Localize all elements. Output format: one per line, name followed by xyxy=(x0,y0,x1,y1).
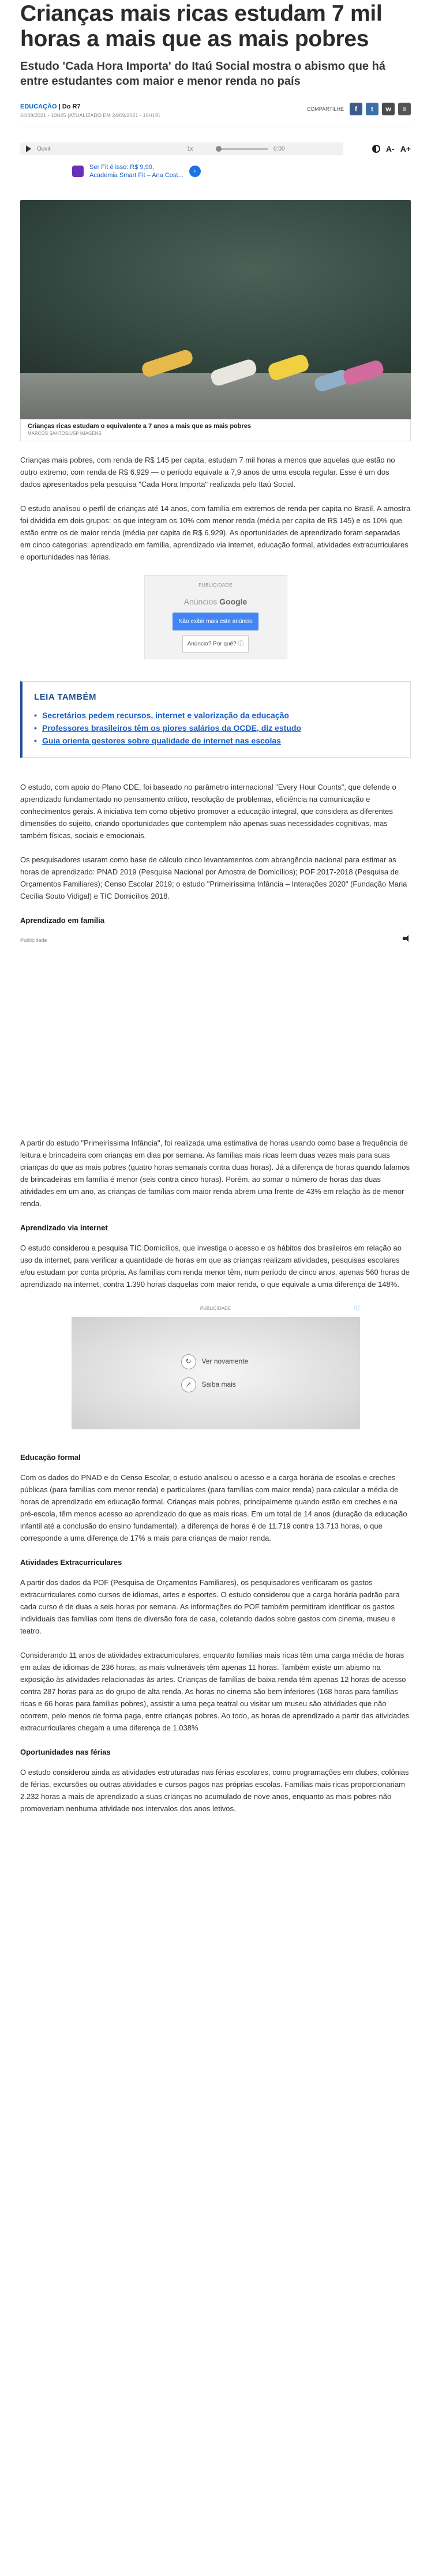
audio-knob[interactable] xyxy=(216,146,222,152)
section-heading: Educação formal xyxy=(20,1453,81,1462)
publish-dates: 24/09/2021 - 10H25 (ATUALIZADO EM 24/09/2021 - 10H19) xyxy=(20,112,160,118)
top-ad[interactable] xyxy=(72,163,239,179)
replay-label[interactable]: Ver novamente xyxy=(201,1357,249,1365)
paragraph: O estudo, com apoio do Plano CDE, foi baseado no parâmetro internacional "Every Hour Counts", que defende o aprendizado fundamentado no pensamento crítico, resolução de problemas, eficiência na comunicação e conhecimentos gerais. A iniciativa tem como objetivo promover a educação integral, que considera as diferentes dimensões do sujeito, criando oportunidades que contemplem não apenas suas necessidades cognitivas, mas também físicas, sociais e emocionais. xyxy=(20,783,396,840)
increase-font-button[interactable]: A+ xyxy=(400,144,411,153)
share-label: COMPARTILHE xyxy=(306,106,344,112)
section-heading: Atividades Extracurriculares xyxy=(20,1558,122,1567)
video-ad-label: PUBLICIDADE xyxy=(200,1306,231,1311)
article-body xyxy=(20,454,411,1815)
learn-more-label[interactable]: Saiba mais xyxy=(201,1380,236,1388)
video-ad-header xyxy=(72,1302,360,1315)
accessibility-controls xyxy=(372,144,411,153)
top-ad-line1: Ser Fit é isso: R$ 9,90, xyxy=(89,164,154,171)
paragraph: A partir dos dados da POF (Pesquisa de Orçamentos Familiares), os pesquisadores verificaram os gastos extracurriculares como cursos de idiomas, artes e esportes. O estudo considerou que a carga horária padrão para cada curso é de duas a seis horas por semana. As informações do POF também permitiram identificar os gastos individuais das famílias com itens de diversão fora de casa, coletando dados sobre gastos com cinema, museu e teatro. xyxy=(20,1578,400,1635)
hero-image xyxy=(20,200,411,419)
audio-row xyxy=(20,142,411,155)
video-ad-body[interactable] xyxy=(72,1317,360,1429)
audio-voice-label: Ouvir xyxy=(37,145,51,152)
section-link[interactable]: EDUCAÇÃO xyxy=(20,103,57,110)
why-ad-button[interactable]: Anúncio? Por quê? ⓘ xyxy=(182,635,249,653)
hero-credit: MARCOS SANTOS/USP IMAGENS xyxy=(28,431,102,436)
paragraph: O estudo considerou ainda as atividades estruturadas nas férias escolares, como programações em clubes, colônias de férias, excursões ou outras atividades e cursos pagos nas próprias escolas. Famílias mais ricas proporcionariam 2.232 horas a mais de aprendizado a suas crianças no acumulado de nove anos, enquanto as mais pobres não promoveriam nenhuma atividade nos intervalos dos anos letivos. xyxy=(20,1768,409,1813)
audio-time: 0:00 xyxy=(273,145,285,152)
google-ad-feedback xyxy=(144,575,287,659)
related-link[interactable]: • Secretários pedem recursos, internet e valorização da educação xyxy=(34,709,399,722)
learn-more-option[interactable] xyxy=(181,1377,250,1392)
paragraph: Considerando 11 anos de atividades extracurriculares, enquanto famílias mais ricas têm uma carga média de horas em aulas de idiomas de 236 horas, as mais vulneráveis têm apenas 11 horas. Também existe um abismo na exposição às atividades relacionadas às artes. Crianças de famílias de baixa renda têm apenas 12 horas de acesso contra 287 horas para as do grupo de alta renda. As horas no cinema são bem inferiores (168 horas para famílias ricas e 66 horas para famílias pobres), assistir a uma peça teatral ou visitar um museu são atividades que não ocorrem, pelo menos de forma paga, entre crianças pobres. Ao todo, as horas de aprendizado a partir das atividades extracurriculares chegam a uma diferença de 1.038% xyxy=(20,1651,410,1732)
stop-ad-button[interactable]: Não exibir mais este anúncio xyxy=(173,613,258,630)
article-headline: Crianças mais ricas estudam 7 mil horas a mais que as mais pobres xyxy=(20,1,383,51)
chalkboard xyxy=(20,200,411,373)
article-subheadline: Estudo 'Cada Hora Importa' do Itaú Social mostra o abismo que há entre estudantes com maior e menor renda no país xyxy=(20,60,385,88)
paragraph: O estudo considerou a pesquisa TIC Domicílios, que investiga o acesso e os hábitos dos brasileiros em relação ao uso da internet, para verificar a quantidade de horas em que as crianças realizam atividades, pesquisas escolares e/ou estudam por conta própria. As famílias com renda menor têm, num período de cinco anos, apenas 560 horas de aprendizado na internet, contra 1.390 horas daquelas com maior renda, o que equivale a uma diferença de 148%. xyxy=(20,1244,410,1289)
chevron-right-icon[interactable]: › xyxy=(189,166,201,177)
audio-player xyxy=(20,142,343,155)
section-heading: Aprendizado via internet xyxy=(20,1223,108,1232)
audio-progress-slider[interactable] xyxy=(216,148,268,150)
google-ads-name: Google xyxy=(219,597,248,606)
video-area[interactable] xyxy=(20,951,411,1114)
paragraph: Crianças mais pobres, com renda de R$ 145 per capita, estudam 7 mil horas a menos que aquelas que estão no outro extremo, com renda de R$ 6.929 — o período equivale a 7,9 anos de uma escola regular. Esse é um dos dados apresentados pela pesquisa "Cada Hora Importa" realizada pelo Itaú Social. xyxy=(20,456,395,489)
info-icon[interactable]: ⓘ xyxy=(354,1305,360,1312)
paragraph: O estudo analisou o perfil de crianças até 14 anos, com família em extremos de renda per capita no Brasil. A amostra foi dividida em dois grupos: os que integram os 10% com menor renda (média per capita de R$ 145) e os 10% que estão entre os de maior renda (média per capita de R$ 6.929). As oportunidades de aprendizado foram separadas em cinco categorias: aprendizado em família, aprendizado via internet, educação formal, atividades extracurriculares e oportunidades nas férias. xyxy=(20,504,411,561)
whatsapp-share-button[interactable]: w xyxy=(382,103,395,115)
video-ad xyxy=(72,1302,360,1429)
source-label: Do R7 xyxy=(62,103,81,110)
related-title: LEIA TAMBÉM xyxy=(34,692,96,702)
video-player[interactable] xyxy=(20,934,411,1114)
contrast-icon[interactable] xyxy=(372,145,380,153)
hero-caption xyxy=(20,419,411,441)
section-heading: Aprendizado em família xyxy=(20,916,104,925)
paragraph: Os pesquisadores usaram como base de cálculo cinco levantamentos com abrangência nacional para estimar as horas de aprendizado: PNAD 2019 (Pesquisa Nacional por Amostra de Domicílios); POF 2017-2018 (Pesquisa de Orçamentos Familiares); Censo Escolar 2019; o estudo "Primeiríssima Infância – Interações 2020" (Fundação Maria Cecília Souto Vidigal) e TIC Domicílios 2018. xyxy=(20,855,407,900)
related-links-box xyxy=(20,681,411,758)
paragraph: A partir do estudo "Primeiríssima Infância", foi realizada uma estimativa de horas usando como base a frequência de leitura e brincadeira com crianças em dias por semana. As famílias mais ricas leem duas vezes mais para suas crianças do que as mais pobres (quatro horas semanais contra duas horas). Já a diferença de horas quando falamos de brincadeiras em família é menor (seis contra cinco horas). Porém, ao somar o número de horas das duas atividades em um ano, as crianças de famílias com maior renda abrem uma frente de 43% em relação às de menor renda. xyxy=(20,1139,410,1208)
byline xyxy=(20,103,160,120)
replay-icon[interactable]: ↻ xyxy=(181,1354,196,1369)
share-bar xyxy=(307,103,411,115)
advertiser-logo-icon xyxy=(72,166,84,177)
hero-caption-text: Crianças ricas estudam o equivalente a 7 anos a mais que as mais pobres xyxy=(28,423,252,430)
ad-label: PUBLICIDADE xyxy=(198,583,233,588)
byline-separator: | xyxy=(58,103,62,110)
decrease-font-button[interactable]: A- xyxy=(385,144,395,153)
section-heading: Oportunidades nas férias xyxy=(20,1748,111,1756)
link-icon[interactable]: ↗ xyxy=(181,1377,196,1392)
replay-option[interactable] xyxy=(181,1354,250,1369)
article-meta xyxy=(20,103,411,126)
related-link[interactable]: • Professores brasileiros têm os piores salários da OCDE, diz estudo xyxy=(34,722,399,734)
twitter-share-button[interactable]: t xyxy=(366,103,378,115)
related-link[interactable]: • Guia orienta gestores sobre qualidade de internet nas escolas xyxy=(34,734,399,747)
video-ad-label: Publicidade xyxy=(20,937,47,943)
paragraph: Com os dados do PNAD e do Censo Escolar, o estudo analisou o acesso e a carga horária de escolas e creches públicas (para famílias com menor renda) e particulares (para famílias com maior renda) para calcular a média de horas de aprendizado em educação formal. Crianças mais pobres, principalmente quando estão em creches e na pré-escola, têm menos acesso ao aprendizado do que as mais ricas. Em um total de 14 anos (duração da educação infantil até a conclusão do ensino fundamental), a diferença de horas é de 11.719 contra 13.713 horas, o que corresponde a uma diferença de 17% a mais para crianças de maior renda. xyxy=(20,1473,407,1542)
google-ads-prefix: Anúncios xyxy=(183,597,218,606)
top-ad-line2: Academia Smart Fit – Ana Cost... xyxy=(89,172,183,179)
speaker-icon[interactable] xyxy=(403,934,411,942)
google-ads-brand xyxy=(145,596,287,608)
facebook-share-button[interactable]: f xyxy=(350,103,362,115)
audio-speed-button[interactable]: 1x xyxy=(187,145,193,152)
related-list xyxy=(34,709,399,747)
top-ad-text[interactable] xyxy=(89,163,183,179)
more-share-button[interactable]: ≡ xyxy=(398,103,411,115)
play-icon[interactable] xyxy=(26,145,31,152)
video-header xyxy=(20,934,411,947)
